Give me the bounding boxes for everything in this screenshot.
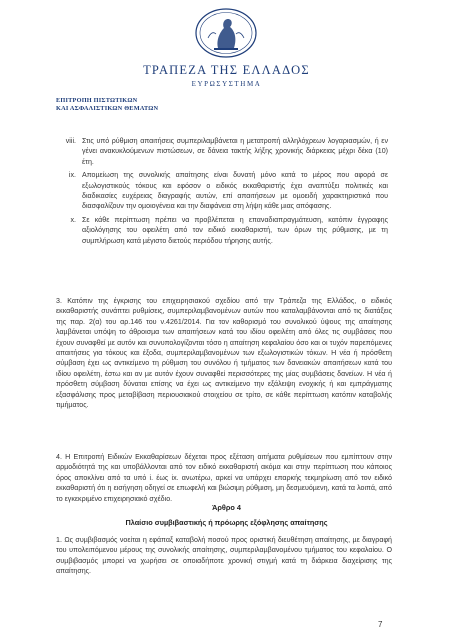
committee-line-2: ΚΑΙ ΑΣΦΑΛΙΣΤΙΚΩΝ ΘΕΜΑΤΩΝ [56,105,159,112]
item-text: Αποµείωση της συνολικής απαίτησης είναι δυνατή µόνο κατά το µέρος που αφορά σε εξωλογιστικούς τόκους και εφόσον ο ειδικός εκκαθαριστής έχει αναπτύξει πολιτικές και διαδικασίες ευχέρειας διαγραφής αυτών, επί απαιτήσεων µε οµοειδή χαρακτηριστικά που διασφαλίζουν την οµοιογένεια και την διαφάνεια στη λήψη κάθε µιας απόφασης. [82,171,388,211]
article-paragraph-1: 1. Ως συµβιβασµός νοείται η εφάπαξ καταβολή ποσού προς οριστική διευθέτηση απαίτησης, µε διαγραφή του υπολειπόµενου µέρους της συνολικής απαίτησης, συµπεριλαµβανοµένου τµήµατος του κεφαλαίου. Ο συµβιβασµός µπορεί να χωρήσει σε οποιαδήποτε χρονική στιγµή κατά τη διάρκεια διαχείρισης της απαίτησης. [56,536,392,576]
committee-line-1: ΕΠΙΤΡΟΠΗ ΠΙΣΤΩΤΙΚΩΝ [56,97,138,104]
page-number: 7 [378,620,383,629]
item-text: Στις υπό ρύθμιση απαιτήσεις συμπεριλαμβάνεται η μετατροπή αλληλόχρεων λογαριασμών, ή εν γένει ανακυκλούμενων πιστώσεων, σε δάνεια τακτής λήξης χρονικής διάρκειας μέχρι δέκα (10) έτη. [82,137,388,166]
article-title: Άρθρο 4 [212,503,241,512]
paragraph-3: 3. Κατόπιν της έγκρισης του επιχειρησιακού σχεδίου από την Τράπεζα της Ελλάδος, ο ειδικός εκκαθαριστής συνάπτει ρυθµίσεις, συµπεριλαµβανοµένων αυτών που καταλαµβάνονται από τις διατάξεις της παρ. 2(α) του αρ.146 του ν.4261/2014. Για τον καθορισµό του συνολικού ύψους της απαίτησης λαµβάνεται υπόψη το άθροισµα των απαιτήσεων κατά του ιδίου οφειλέτη από όλες τις συµβάσεις που έχουν συναφθεί µε αυτόν και συνυπολογίζονται τόσο η απαίτηση κεφαλαίου όσο και οι τυχόν παρεπόµενες απαιτήσεις για τόκους και έξοδα, συµπεριλαµβανοµένων των εξωλογιστικών τόκων. Η νέα ή πρόσθετη σύµβαση έχει ως αντικείµενο τη ρύθµιση του συνόλου ή τµήµατος των δανειακών απαιτήσεων κατά του ιδίου οφειλέτη, έστω και αν µε αυτόν έχουν συναφθεί περισσότερες της µίας συµβάσεις δανείων. Η νέα ή πρόσθετη σύµβαση δύναται επίσης να έχει ως αντικείµενο την εξάλειψη ενοχικής ή και εµπράγµατης εξασφάλισης προς µεταβίβαση περιουσιακού στοιχείου σε τρίτο, σε κάθε περίπτωση κατόπιν καταβολής τιµήµατος. [56,297,392,410]
list-item [56,136,388,167]
paragraph-4: 4. Η Επιτροπή Ειδικών Εκκαθαρίσεων δέχεται προς εξέταση αιτήµατα ρυθµίσεων που εµπίπτουν στην αρµοδιότητά της και υποβάλλονται από τον ειδικό εκκαθαριστή ακόµα και στην περίπτωση που κάποιος όρος αποκλίνει από τα υπό i. έως ix. ανωτέρω, αρκεί να υπάρχει επαρκής τεκµηρίωση από τον ειδικό εκκαθαριστή ότι η εισήγηση οδηγεί σε επωφελή και βιώσιµη ρύθµιση, µη δεσµευόµενη, κατά τα λοιπά, από το εγκεκριµένο επιχειρησιακό σχέδιο. [56,453,392,503]
committee-heading [56,97,158,113]
article-subtitle: Πλαίσιο συµβιβαστικής ή πρόωρης εξόφλησης απαίτησης [125,518,328,527]
list-item [56,215,388,246]
bank-of-greece-emblem-icon [194,8,258,58]
list-item [56,170,388,212]
item-number: ix. [68,171,76,180]
bank-name: ΤΡΑΠΕΖΑ ΤΗΣ ΕΛΛΑΔΟΣ [143,63,310,77]
item-text: Σε κάθε περίπτωση πρέπει να προβλέπεται η επαναδιαπραγµάτευση, κατόπιν έγγραφης αξιολόγησης του οφειλέτη από τον ειδικό εκκαθαριστή, των όρων της ρύθµισης, µε τη συµπλήρωση κατά µέγιστο διετούς περιόδου τήρησης αυτής. [82,215,388,245]
item-number: viii. [65,137,76,145]
item-number: x. [70,215,76,224]
bank-subtitle: ΕΥΡΩΣΥΣΤΗΜΑ [191,80,262,88]
numbered-items-list [56,136,388,249]
